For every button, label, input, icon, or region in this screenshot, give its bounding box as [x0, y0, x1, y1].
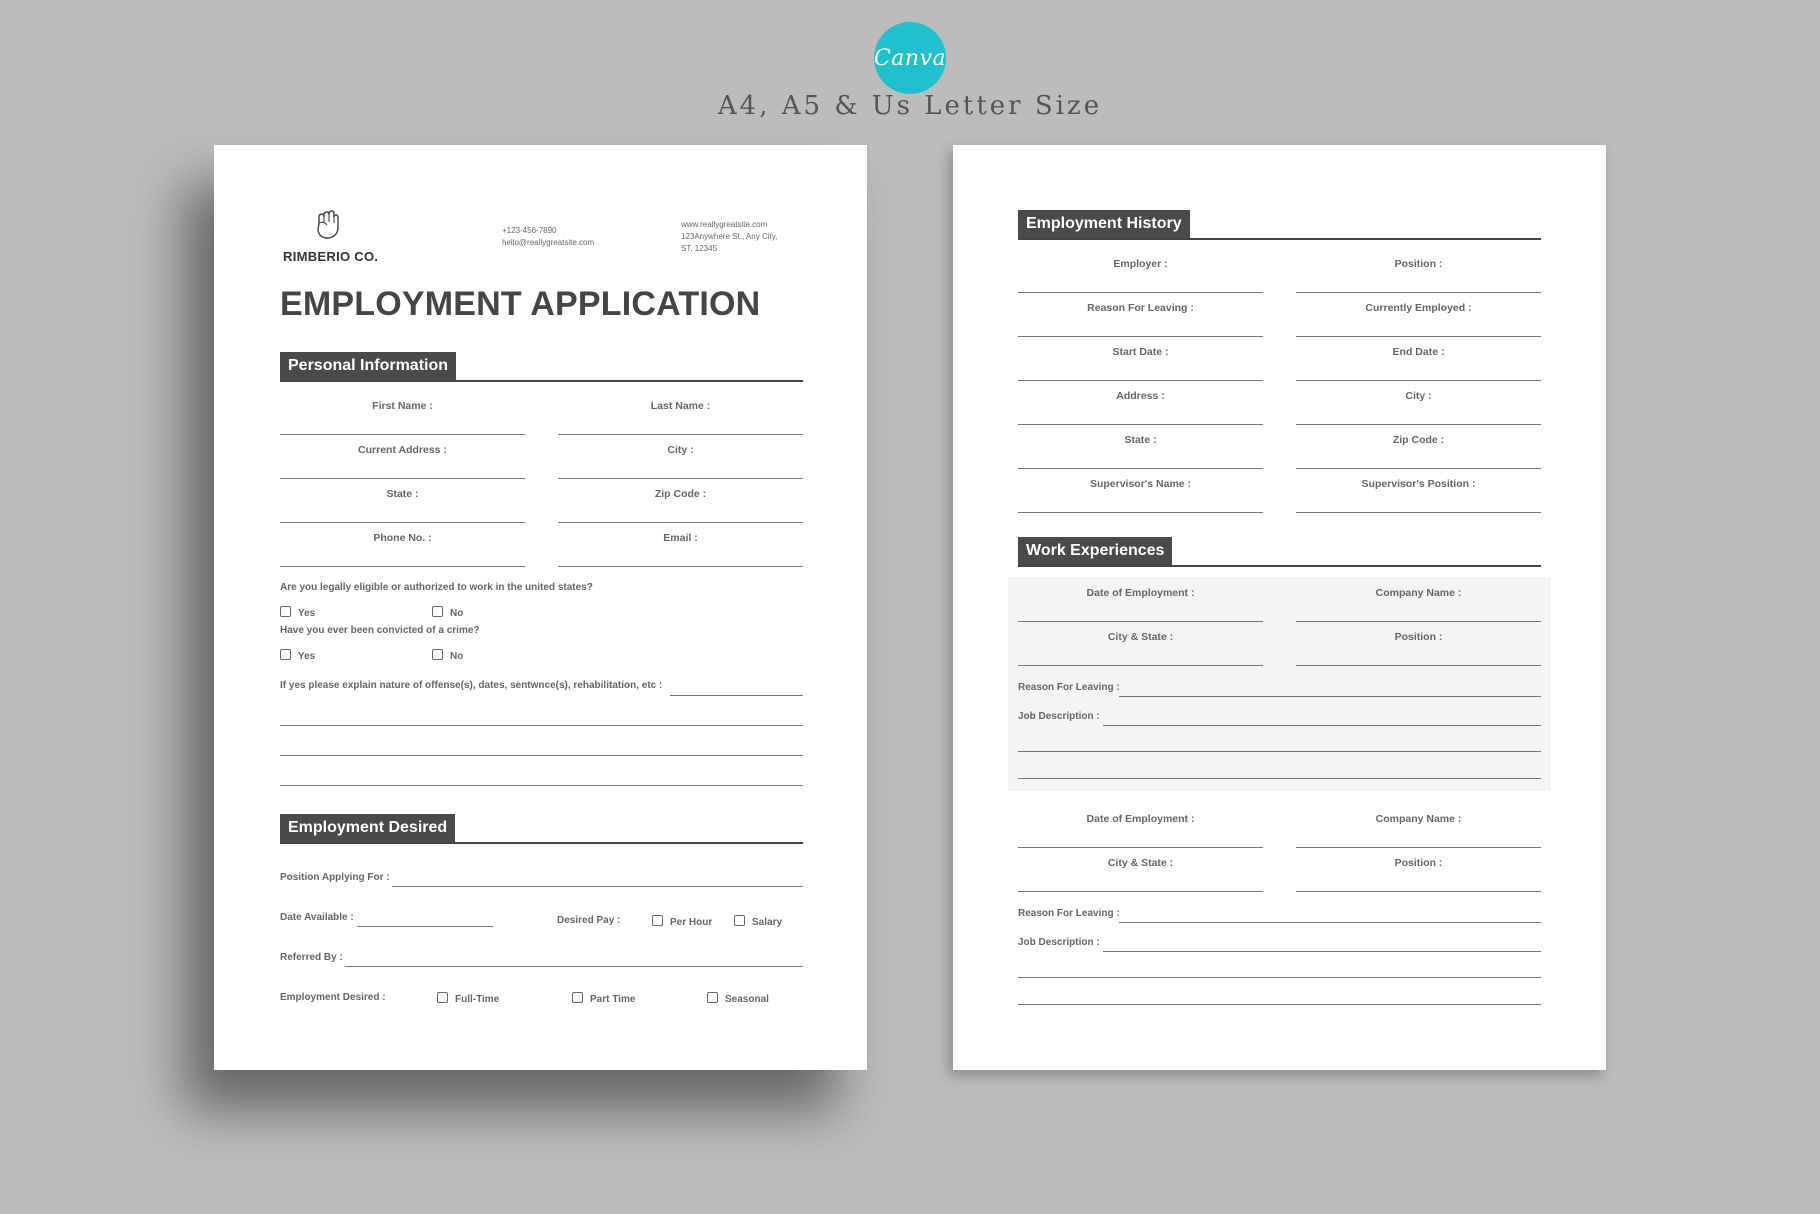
section-label: Employment Desired	[280, 814, 455, 842]
contact-address-line2: ST, 12345	[681, 244, 718, 253]
field-label: Position :	[1394, 631, 1443, 643]
we1-city-state-field[interactable]	[1018, 627, 1263, 666]
section-label: Personal Information	[280, 352, 456, 380]
section-label: Employment History	[1018, 210, 1190, 238]
option-label: Yes	[298, 651, 316, 662]
field-label: Zip Code :	[654, 488, 707, 500]
field-label: Last Name :	[650, 400, 711, 412]
field-label: Reason For Leaving :	[1087, 302, 1194, 314]
size-subtitle: A4, A5 & Us Letter Size	[717, 91, 1103, 121]
explain-line-4[interactable]	[280, 785, 803, 786]
field-label: Position :	[1394, 258, 1443, 270]
we2-city-state-field[interactable]	[1018, 853, 1263, 892]
field-label: City :	[1405, 390, 1432, 402]
salary-option[interactable]	[734, 915, 782, 928]
canva-logo-badge: Canva	[874, 22, 946, 94]
referred-by-line[interactable]	[345, 966, 803, 967]
eligibility-yes-option[interactable]	[280, 606, 315, 619]
date-available-label: Date Available :	[280, 912, 354, 923]
field-label: Date of Employment :	[1086, 813, 1195, 825]
we2-job-line-1[interactable]	[1103, 951, 1541, 952]
history-state-field[interactable]	[1018, 430, 1263, 469]
field-label: Company Name :	[1375, 587, 1462, 599]
personal-information-header	[280, 352, 803, 382]
city-field[interactable]	[558, 440, 803, 479]
we2-position-field[interactable]	[1296, 853, 1541, 892]
checkbox-icon	[652, 915, 663, 926]
work-eligibility-question: Are you legally eligible or authorized to work in the united states?	[280, 582, 593, 593]
field-label: Currently Employed :	[1365, 302, 1472, 314]
field-label: Address :	[1116, 390, 1165, 402]
part-time-option[interactable]	[572, 992, 635, 1005]
we1-company-name-field[interactable]	[1296, 583, 1541, 622]
history-city-field[interactable]	[1296, 386, 1541, 425]
employment-history-header	[1018, 210, 1541, 240]
conviction-question: Have you ever been convicted of a crime?	[280, 625, 480, 636]
option-label: Per Hour	[670, 917, 713, 928]
zip-code-field[interactable]	[558, 484, 803, 523]
explain-line-2[interactable]	[280, 725, 803, 726]
employment-application-page-1	[214, 145, 867, 1070]
we2-reason-label: Reason For Leaving :	[1018, 908, 1120, 919]
contact-email: hello@reallygreatsite.com	[502, 238, 595, 247]
position-applying-line[interactable]	[392, 886, 803, 887]
contact-block	[502, 225, 594, 249]
hand-fist-icon	[312, 209, 342, 241]
checkbox-icon	[572, 992, 583, 1003]
conviction-yes-option[interactable]	[280, 649, 315, 662]
field-label: Supervisor's Position :	[1361, 478, 1476, 490]
employer-field[interactable]	[1018, 254, 1263, 293]
field-label: Employer :	[1113, 258, 1168, 270]
option-label: Part Time	[590, 994, 636, 1005]
we1-reason-label: Reason For Leaving :	[1018, 682, 1120, 693]
option-label: No	[450, 608, 464, 619]
we2-job-line-2[interactable]	[1018, 977, 1541, 978]
seasonal-option[interactable]	[707, 992, 769, 1005]
field-label: Supervisor's Name :	[1089, 478, 1192, 490]
history-zip-field[interactable]	[1296, 430, 1541, 469]
we2-date-of-employment-field[interactable]	[1018, 809, 1263, 848]
checkbox-icon	[280, 649, 291, 660]
checkbox-icon	[734, 915, 745, 926]
contact-website: www.reallygreatsite.com	[681, 220, 768, 229]
checkbox-icon	[707, 992, 718, 1003]
last-name-field[interactable]	[558, 396, 803, 435]
current-address-field[interactable]	[280, 440, 525, 479]
reason-for-leaving-field[interactable]	[1018, 298, 1263, 337]
full-time-option[interactable]	[437, 992, 499, 1005]
end-date-field[interactable]	[1296, 342, 1541, 381]
option-label: Yes	[298, 608, 316, 619]
employment-desired-header	[280, 814, 803, 844]
field-label: Start Date :	[1112, 346, 1169, 358]
desired-pay-label: Desired Pay :	[557, 915, 621, 926]
checkbox-icon	[437, 992, 448, 1003]
we1-job-line-3[interactable]	[1018, 778, 1541, 779]
we2-company-name-field[interactable]	[1296, 809, 1541, 848]
field-label: Email :	[663, 532, 698, 544]
field-label: Current Address :	[358, 444, 447, 456]
field-label: City & State :	[1107, 857, 1174, 869]
currently-employed-field[interactable]	[1296, 298, 1541, 337]
phone-field[interactable]	[280, 528, 525, 567]
option-label: No	[450, 651, 464, 662]
history-position-field[interactable]	[1296, 254, 1541, 293]
field-label: City & State :	[1107, 631, 1174, 643]
we1-job-description-label: Job Description :	[1018, 711, 1100, 722]
email-field[interactable]	[558, 528, 803, 567]
explain-line-1[interactable]	[670, 695, 803, 696]
field-label: Zip Code :	[1392, 434, 1445, 446]
company-name: RIMBERIO CO.	[283, 249, 379, 264]
document-title: EMPLOYMENT APPLICATION	[280, 285, 761, 323]
field-label: End Date :	[1392, 346, 1445, 358]
field-label: Company Name :	[1375, 813, 1462, 825]
contact-address-block	[681, 219, 777, 255]
start-date-field[interactable]	[1018, 342, 1263, 381]
we1-reason-line[interactable]	[1119, 696, 1541, 697]
per-hour-option[interactable]	[652, 915, 712, 928]
work-experiences-header	[1018, 537, 1541, 567]
date-available-line[interactable]	[357, 926, 493, 927]
employment-desired-label: Employment Desired :	[280, 992, 386, 1003]
contact-phone: +123-456-7890	[502, 226, 557, 235]
we1-position-field[interactable]	[1296, 627, 1541, 666]
history-address-field[interactable]	[1018, 386, 1263, 425]
field-label: State :	[1124, 434, 1157, 446]
option-label: Seasonal	[725, 994, 769, 1005]
we2-job-description-label: Job Description :	[1018, 937, 1100, 948]
conviction-no-option[interactable]	[432, 649, 463, 662]
checkbox-icon	[280, 606, 291, 617]
section-label: Work Experiences	[1018, 537, 1172, 565]
referred-by-label: Referred By :	[280, 952, 343, 963]
first-name-field[interactable]	[280, 396, 525, 435]
eligibility-no-option[interactable]	[432, 606, 463, 619]
position-applying-label: Position Applying For :	[280, 872, 390, 883]
we1-date-of-employment-field[interactable]	[1018, 583, 1263, 622]
option-label: Salary	[752, 917, 783, 928]
field-label: Position :	[1394, 857, 1443, 869]
employment-application-page-2	[953, 145, 1606, 1070]
we1-job-line-1[interactable]	[1103, 725, 1541, 726]
supervisor-position-field[interactable]	[1296, 474, 1541, 513]
offense-explain-label: If yes please explain nature of offense(s), dates, sentwnce(s), rehabilitation, etc :	[280, 680, 663, 691]
checkbox-icon	[432, 606, 443, 617]
supervisor-name-field[interactable]	[1018, 474, 1263, 513]
explain-line-3[interactable]	[280, 755, 803, 756]
field-label: City :	[667, 444, 694, 456]
option-label: Full-Time	[455, 994, 500, 1005]
field-label: First Name :	[372, 400, 433, 412]
we2-reason-line[interactable]	[1119, 922, 1541, 923]
we2-job-line-3[interactable]	[1018, 1004, 1541, 1005]
contact-address-line1: 123Anywhere St., Any City,	[681, 232, 778, 241]
field-label: Phone No. :	[373, 532, 432, 544]
state-field[interactable]	[280, 484, 525, 523]
checkbox-icon	[432, 649, 443, 660]
field-label: State :	[386, 488, 419, 500]
we1-job-line-2[interactable]	[1018, 751, 1541, 752]
field-label: Date of Employment :	[1086, 587, 1195, 599]
